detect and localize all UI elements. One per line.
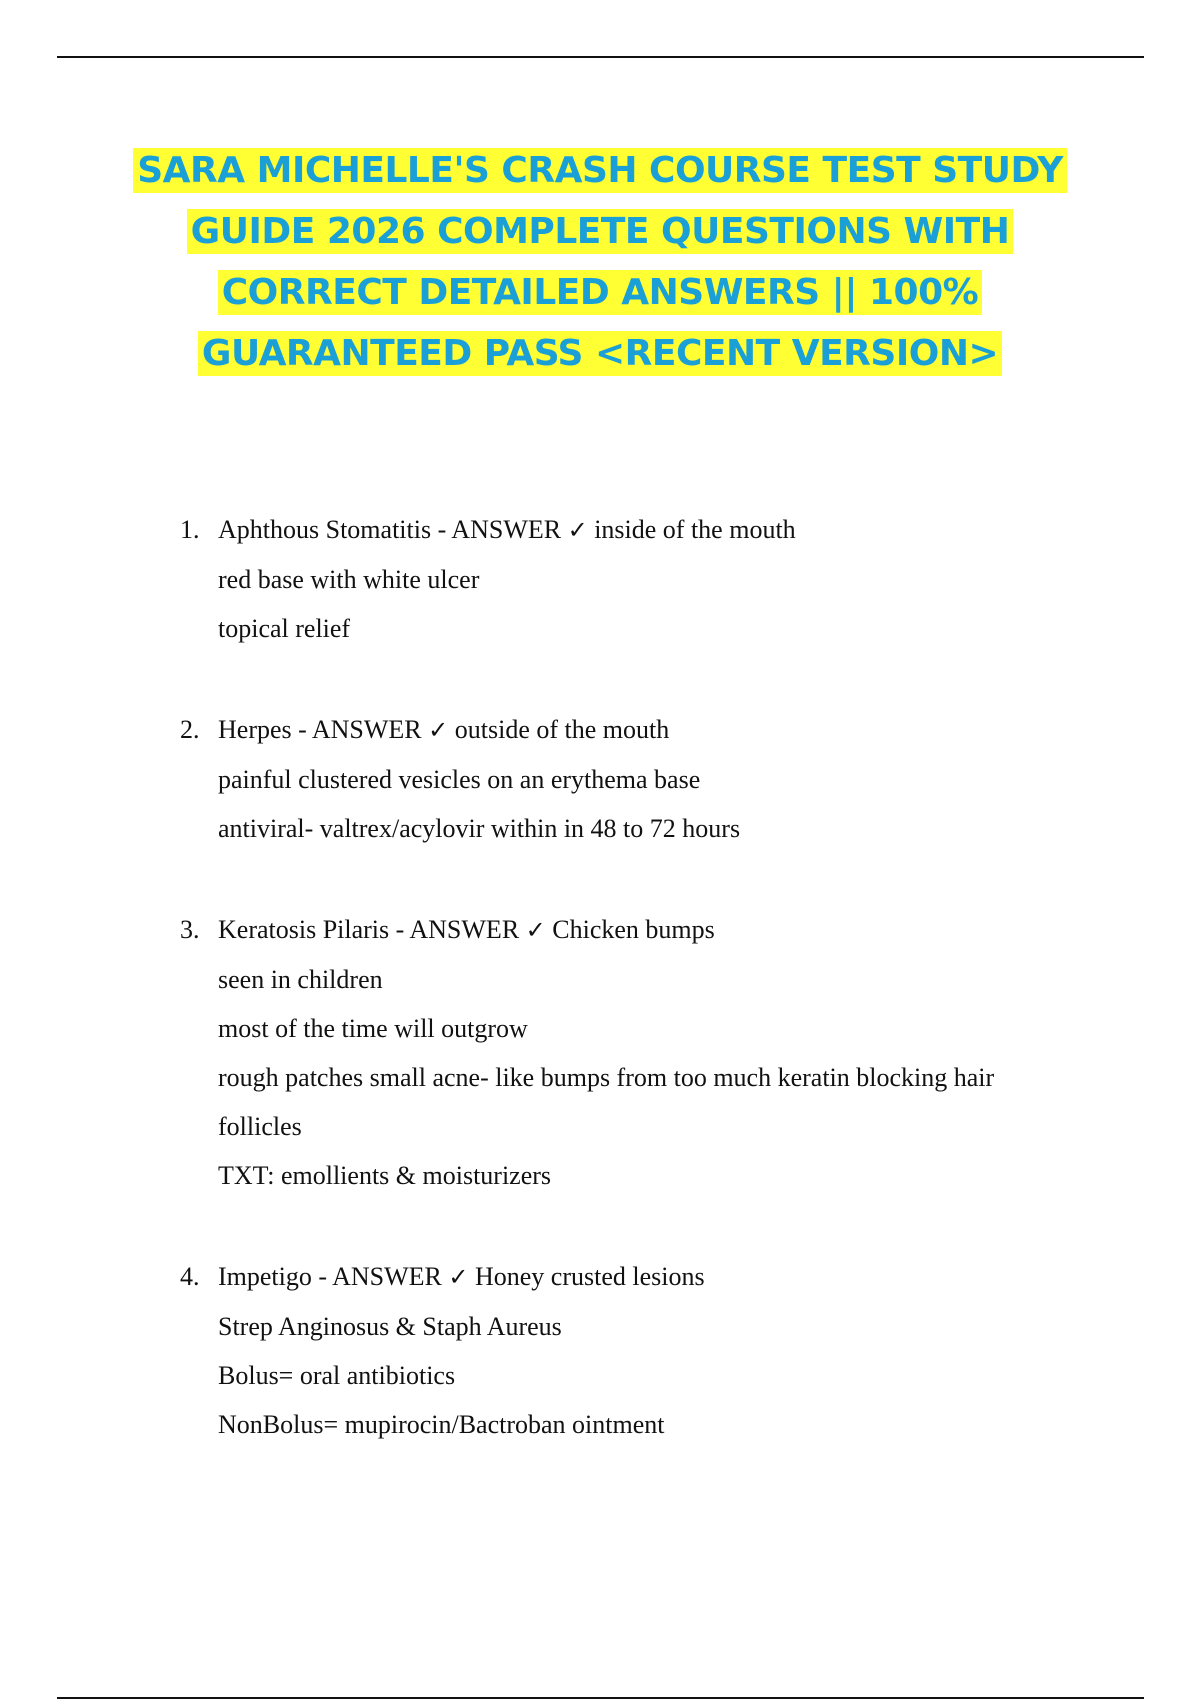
question-line <box>218 905 1110 955</box>
check-icon: ✓ <box>567 516 588 544</box>
answer-detail: follicles <box>218 1112 302 1141</box>
check-icon: ✓ <box>448 1263 469 1291</box>
answer-text: inside of the mouth <box>587 515 796 544</box>
check-icon: ✓ <box>428 716 449 744</box>
list-item <box>180 505 1110 653</box>
answer-text: outside of the mouth <box>448 715 670 744</box>
document-title: SARA MICHELLE'S CRASH COURSE TEST STUDY GUIDE 2026 COMPLETE QUESTIONS WITH CORRECT DETAILED ANSWERS || 100% GUARANTEED PASS <RECENT VERSION> <box>133 148 1067 376</box>
answer-detail: topical relief <box>218 614 351 643</box>
top-rule <box>57 56 1144 58</box>
answer-detail: painful clustered vesicles on an erythema base <box>218 765 701 794</box>
question-number: 3. <box>180 915 200 944</box>
question-line <box>218 1252 1110 1302</box>
answer-detail: antiviral- valtrex/acylovir within in 48 to 72 hours <box>218 814 741 843</box>
check-icon: ✓ <box>525 916 546 944</box>
question-number: 1. <box>180 515 200 544</box>
list-item <box>180 705 1110 853</box>
bottom-rule <box>57 1697 1144 1699</box>
question-number: 4. <box>180 1262 200 1291</box>
answer-detail: most of the time will outgrow <box>218 1014 528 1043</box>
answer-text: Chicken bumps <box>545 915 715 944</box>
answer-detail: NonBolus= mupirocin/Bactroban ointment <box>218 1410 665 1439</box>
question-line <box>218 505 1110 555</box>
answer-detail: red base with white ulcer <box>218 565 480 594</box>
answer-detail: TXT: emollients & moisturizers <box>218 1161 552 1190</box>
answer-text: Honey crusted lesions <box>468 1262 705 1291</box>
answer-marker: - ANSWER <box>291 715 429 744</box>
list-item <box>180 1252 1110 1449</box>
answer-marker: - ANSWER <box>431 515 568 544</box>
question-number: 2. <box>180 715 200 744</box>
answer-detail: rough patches small acne- like bumps from too much keratin blocking hair <box>218 1063 995 1092</box>
answer-marker: - ANSWER <box>311 1262 449 1291</box>
title-block <box>120 144 1080 388</box>
question-term: Aphthous Stomatitis <box>218 515 432 544</box>
question-term: Keratosis Pilaris <box>218 915 390 944</box>
list-item <box>180 905 1110 1200</box>
answer-detail: Bolus= oral antibiotics <box>218 1361 456 1390</box>
answer-detail: seen in children <box>218 965 383 994</box>
question-term: Herpes <box>218 715 292 744</box>
question-line <box>218 705 1110 755</box>
answer-detail: Strep Anginosus & Staph Aureus <box>218 1312 562 1341</box>
answer-marker: - ANSWER <box>389 915 526 944</box>
question-list <box>180 505 1110 1449</box>
question-term: Impetigo <box>218 1262 312 1291</box>
